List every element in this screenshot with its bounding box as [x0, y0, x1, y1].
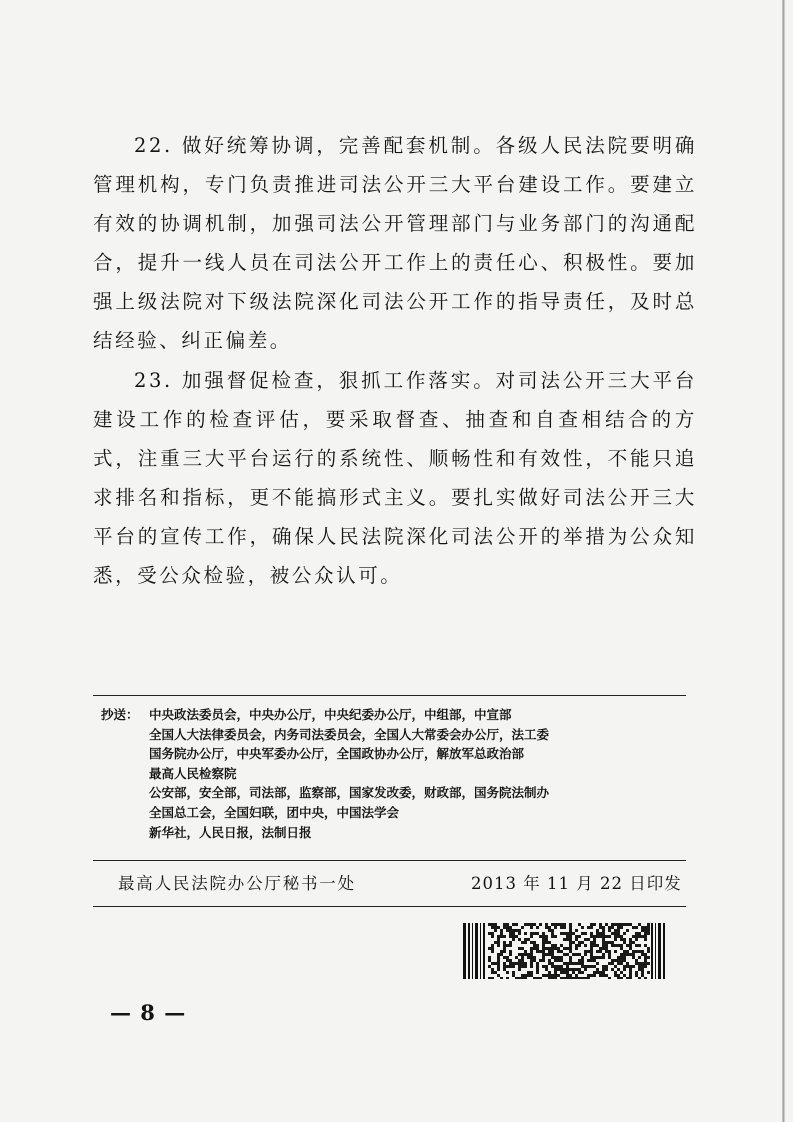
copy-to-label: 抄送：: [101, 707, 139, 722]
paragraph-22: 22. 做好统筹协调，完善配套机制。各级人民法院要明确管理机构，专门负责推进司法公开三大平台建设工作。要建立有效的协调机制，加强司法公开管理部门与业务部门的沟通配合，提升一线人员在司法公开工作上的责任心、积极性。要加强上级法院对下级法院深化司法公开工作的指导责任，及时总结经验、纠正偏差。: [93, 134, 697, 352]
copy-to-line: 全国人大法律委员会，内务司法委员会，全国人大常委会办公厅，法工委: [149, 726, 550, 742]
barcode-icon: [463, 923, 665, 979]
copy-to-line: 全国总工会，全国妇联，团中央，中国法学会: [149, 804, 400, 820]
page-number: — 8 —: [110, 1000, 187, 1025]
divider-top: [93, 695, 686, 696]
divider-bottom: [93, 906, 686, 907]
divider-middle: [93, 860, 686, 861]
copy-to-list: [149, 705, 549, 842]
issuing-office: 最高人民法院办公厅秘书一处: [118, 874, 356, 893]
copy-to-line: 最高人民检察院: [149, 765, 237, 781]
paragraph-23: 23. 加强督促检查，狠抓工作落实。对司法公开三大平台建设工作的检查评估，要采取督查、抽查和自查相结合的方式，注重三大平台运行的系统性、顺畅性和有效性，不能只追求排名和指标，更不能搞形式主义。要扎实做好司法公开三大平台的宣传工作，确保人民法院深化司法公开的举措为公众知悉，受公众检验，被公众认可。: [93, 369, 697, 587]
copy-to-line: 国务院办公厅，中央军委办公厅，全国政协办公厅，解放军总政治部: [149, 746, 525, 762]
copy-to-line: 新华社，人民日报，法制日报: [149, 824, 312, 840]
scan-edge: [782, 0, 785, 1122]
copy-to-line: 中央政法委员会，中央办公厅，中央纪委办公厅，中组部，中宣部: [149, 707, 512, 722]
print-date: 2013 年 11 月 22 日印发: [471, 874, 682, 893]
copy-to-line: 公安部，安全部，司法部，监察部，国家发改委，财政部，国务院法制办: [149, 785, 550, 801]
